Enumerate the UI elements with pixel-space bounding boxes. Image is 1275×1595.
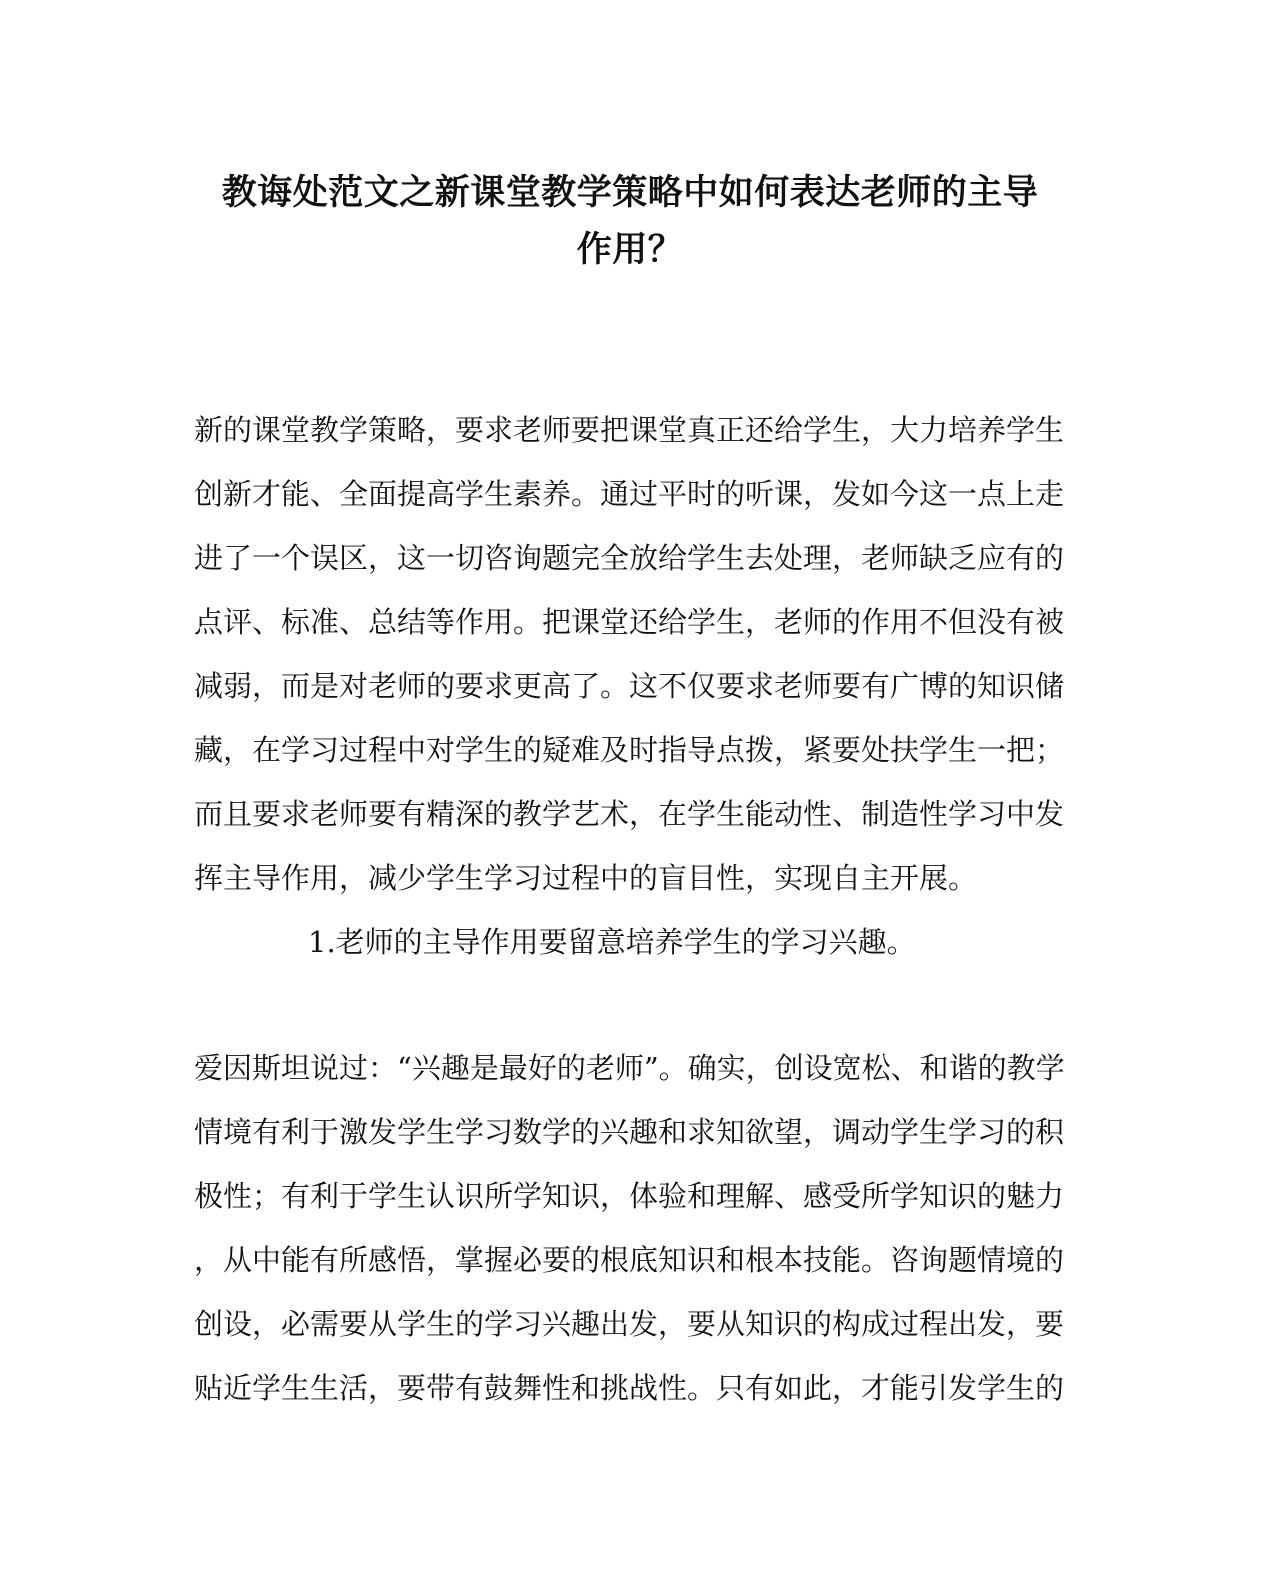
paragraph-line: 创新才能、全面提高学生素养。通过平时的听课，发如今这一点上走	[194, 477, 1065, 511]
body-paragraph-2	[194, 1036, 1065, 1420]
paragraph-line: 而且要求老师要有精深的教学艺术，在学生能动性、制造性学习中发	[194, 797, 1065, 831]
paragraph-line: 点评、标准、总结等作用。把课堂还给学生，老师的作用不但没有被	[194, 605, 1065, 639]
paragraph-line: 贴近学生生活，要带有鼓舞性和挑战性。只有如此，才能引发学生的	[194, 1371, 1065, 1405]
paragraph-line: 极性；有利于学生认识所学知识，体验和理解、感受所学知识的魅力	[194, 1179, 1065, 1213]
section-heading: 1.老师的主导作用要留意培养学生的学习兴趣。	[308, 925, 916, 959]
paragraph-line: 情境有利于激发学生学习数学的兴趣和求知欲望，调动学生学习的积	[194, 1115, 1065, 1149]
title-line: 作用？	[576, 229, 684, 270]
paragraph-line: 新的课堂教学策略，要求老师要把课堂真正还给学生，大力培养学生	[194, 413, 1065, 447]
title-line: 教诲处范文之新课堂教学策略中如何表达老师的主导	[221, 172, 1039, 213]
paragraph-line: 创设，必需要从学生的学习兴趣出发，要从知识的构成过程出发，要	[194, 1307, 1065, 1341]
body-paragraph-1	[194, 398, 1065, 910]
paragraph-line: 减弱，而是对老师的要求更高了。这不仅要求老师要有广博的知识储	[194, 669, 1065, 703]
paragraph-line: 藏，在学习过程中对学生的疑难及时指导点拨，紧要处扶学生一把；	[194, 733, 1065, 767]
paragraph-line: 进了一个误区，这一切咨询题完全放给学生去处理，老师缺乏应有的	[194, 541, 1065, 575]
paragraph-line: ，从中能有所感悟，掌握必要的根底知识和根本技能。咨询题情境的	[194, 1243, 1065, 1277]
paragraph-line: 挥主导作用，减少学生学习过程中的盲目性，实现自主开展。	[194, 861, 978, 895]
document-title	[190, 164, 1070, 278]
paragraph-line: 爱因斯坦说过：“兴趣是最好的老师”。确实，创设宽松、和谐的教学	[194, 1051, 1065, 1085]
